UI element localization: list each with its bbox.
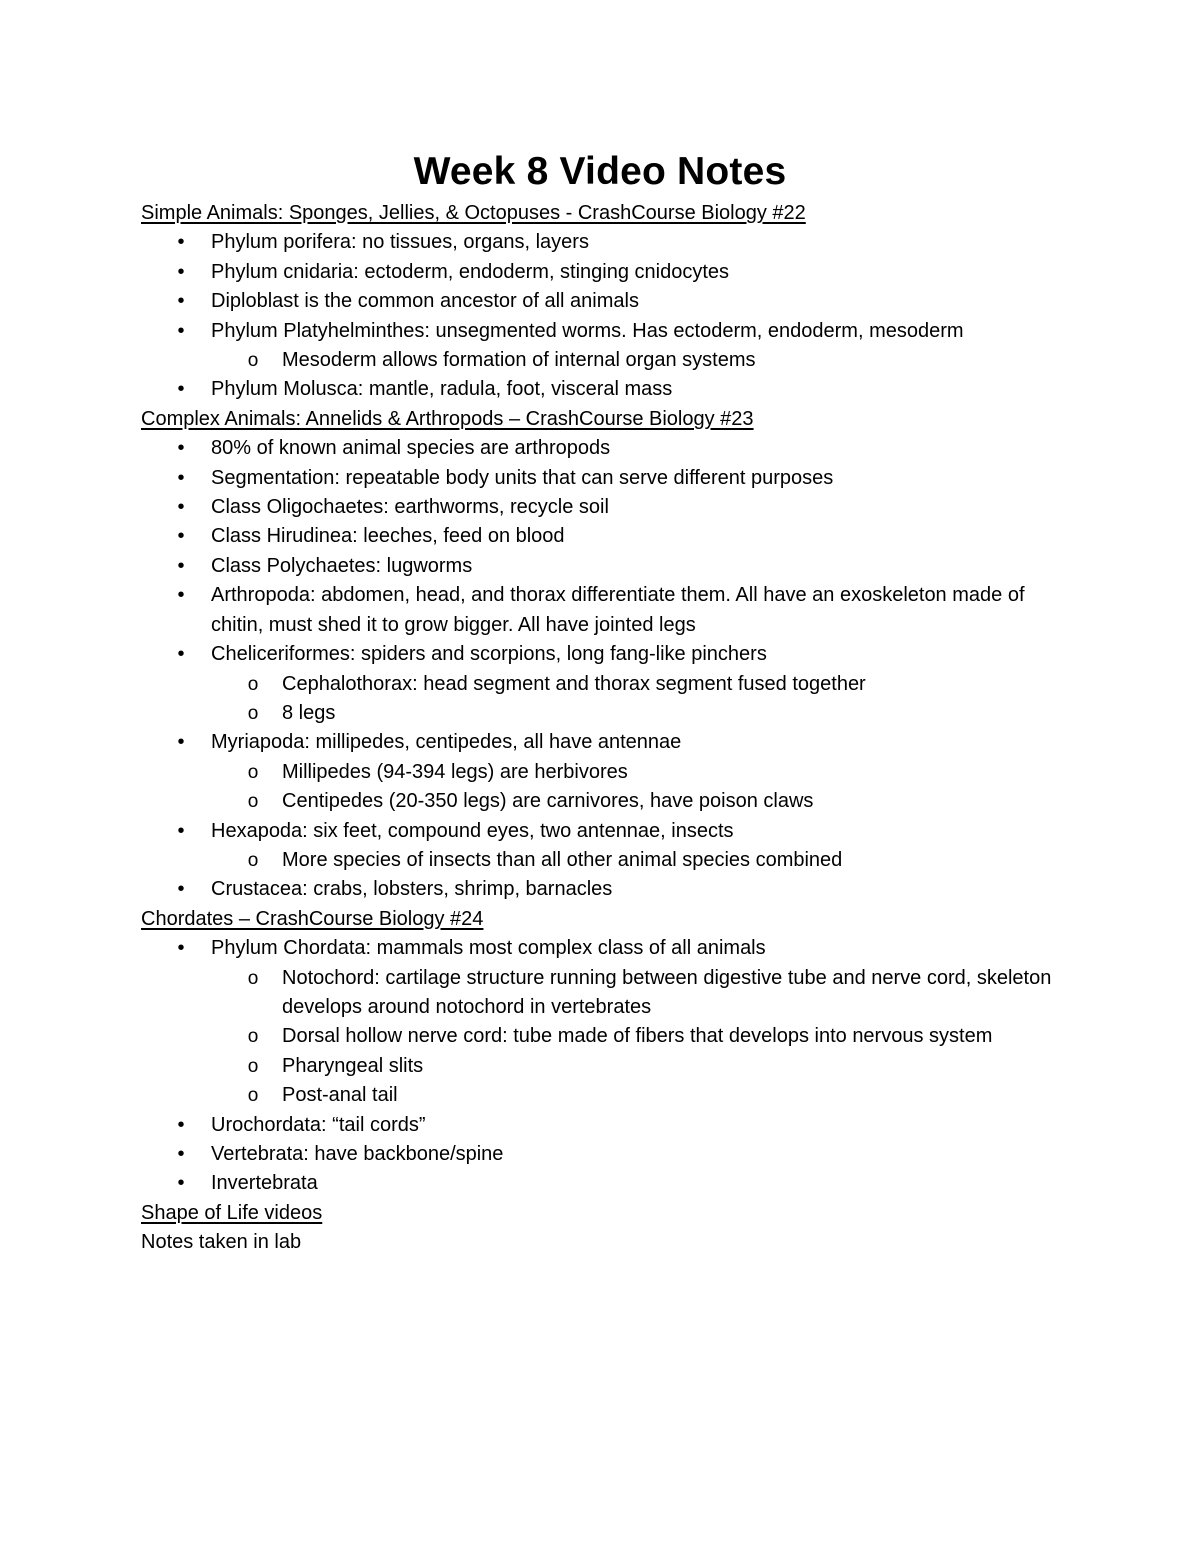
bullet-item <box>141 552 1071 581</box>
bullet-marker: • <box>177 1143 185 1165</box>
sub-bullet-text: Millipedes (94-394 legs) are herbivores <box>282 760 628 783</box>
bullet-marker: • <box>177 496 185 519</box>
bullet-item <box>141 434 1071 463</box>
bullet-text: Phylum porifera: no tissues, organs, layers <box>211 231 589 254</box>
sub-bullet-marker: o <box>247 967 259 989</box>
bullet-item <box>141 464 1071 493</box>
sub-bullet-item <box>141 1022 1071 1051</box>
section-heading: Simple Animals: Sponges, Jellies, & Octopuses - CrashCourse Biology #22 <box>141 202 806 224</box>
bullet-item <box>141 1111 1071 1140</box>
bullet-item <box>141 258 1071 287</box>
bullet-marker: • <box>177 554 185 577</box>
sub-bullet-item <box>141 346 1071 375</box>
section-heading: Complex Animals: Annelids & Arthropods – CrashCourse Biology #23 <box>141 407 754 430</box>
bullet-item <box>141 522 1071 551</box>
bullet-marker: • <box>177 231 185 254</box>
bullet-text: Phylum Platyhelminthes: unsegmented worms. Has ectoderm, endoderm, mesoderm <box>211 319 964 342</box>
sub-bullet-text: More species of insects than all other animal species combined <box>282 848 843 871</box>
bullet-text: Phylum Molusca: mantle, radula, foot, visceral mass <box>211 378 673 401</box>
bullet-marker: • <box>177 643 185 666</box>
sub-bullet-marker: o <box>247 849 259 871</box>
bullet-marker: • <box>177 378 185 401</box>
sub-bullet-item <box>141 1052 1071 1081</box>
bullet-marker: • <box>177 878 185 901</box>
bullet-marker: • <box>177 437 185 460</box>
bullet-item <box>141 640 1071 669</box>
bullet-item <box>141 287 1071 316</box>
bullet-marker: • <box>177 584 185 607</box>
bullet-text: Arthropoda: abdomen, head, and thorax differentiate them. All have an exoskeleton made of chitin, must shed it to grow bigger. All have jointed legs <box>211 584 1025 636</box>
sub-bullet-text: Post-anal tail <box>282 1084 398 1107</box>
notes-section <box>141 199 1071 405</box>
bullet-marker: • <box>177 1113 185 1136</box>
sub-bullet-item <box>141 670 1071 699</box>
bullet-marker: • <box>177 731 185 754</box>
closing-note: Notes taken in lab <box>141 1231 302 1254</box>
sub-bullet-marker: o <box>247 761 259 783</box>
sub-bullet-item <box>141 787 1071 816</box>
sub-bullet-marker: o <box>247 702 259 724</box>
bullet-item <box>141 1140 1071 1169</box>
sub-bullet-marker: o <box>247 1026 259 1048</box>
bullet-item <box>141 934 1071 963</box>
sub-bullet-item <box>141 1081 1071 1110</box>
bullet-text: Phylum Chordata: mammals most complex class of all animals <box>211 937 766 960</box>
shape-of-life-heading: Shape of Life videos <box>141 1201 323 1224</box>
sub-bullet-marker: o <box>247 350 259 372</box>
section-heading: Chordates – CrashCourse Biology #24 <box>141 907 484 930</box>
page-title: Week 8 Video Notes <box>413 150 787 193</box>
sub-bullet-text: Notochord: cartilage structure running between digestive tube and nerve cord, skeleton develops around notochord in vertebrates <box>282 966 1052 1018</box>
bullet-item <box>141 817 1071 846</box>
sub-bullet-text: Centipedes (20-350 legs) are carnivores, have poison claws <box>282 790 814 813</box>
bullet-text: 80% of known animal species are arthropods <box>211 437 611 460</box>
bullet-text: Myriapoda: millipedes, centipedes, all have antennae <box>211 731 682 754</box>
bullet-text: Diploblast is the common ancestor of all animals <box>211 290 639 313</box>
sub-bullet-text: Dorsal hollow nerve cord: tube made of fibers that develops into nervous system <box>282 1025 993 1048</box>
notes-body <box>141 199 1071 1258</box>
bullet-marker: • <box>177 1172 185 1195</box>
bullet-item <box>141 581 1071 640</box>
bullet-text: Segmentation: repeatable body units that can serve different purposes <box>211 466 834 489</box>
bullet-text: Urochordata: “tail cords” <box>211 1113 426 1136</box>
sub-bullet-item <box>141 846 1071 875</box>
bullet-marker: • <box>177 525 185 548</box>
bullet-text: Vertebrata: have backbone/spine <box>211 1143 504 1165</box>
bullet-text: Class Oligochaetes: earthworms, recycle soil <box>211 496 609 519</box>
bullet-item <box>141 1169 1071 1198</box>
bullet-item <box>141 728 1071 757</box>
bullet-item <box>141 875 1071 904</box>
bullet-marker: • <box>177 819 185 842</box>
sub-bullet-item <box>141 758 1071 787</box>
bullet-text: Phylum cnidaria: ectoderm, endoderm, stinging cnidocytes <box>211 260 730 283</box>
sub-bullet-text: Pharyngeal slits <box>282 1054 424 1077</box>
bullet-marker: • <box>177 466 185 489</box>
notes-section <box>141 905 1071 1199</box>
sub-bullet-marker: o <box>247 673 259 695</box>
notes-section <box>141 405 1071 905</box>
bullet-text: Hexapoda: six feet, compound eyes, two antennae, insects <box>211 819 734 842</box>
bullet-text: Class Hirudinea: leeches, feed on blood <box>211 525 565 548</box>
sub-bullet-item <box>141 964 1071 1023</box>
sub-bullet-marker: o <box>247 791 259 813</box>
sub-bullet-text: 8 legs <box>282 701 336 724</box>
bullet-marker: • <box>177 937 185 960</box>
bullet-item <box>141 493 1071 522</box>
bullet-item <box>141 317 1071 346</box>
bullet-text: Class Polychaetes: lugworms <box>211 554 473 577</box>
sub-bullet-marker: o <box>247 1085 259 1107</box>
bullet-item <box>141 228 1071 257</box>
bullet-marker: • <box>177 260 185 283</box>
sub-bullet-marker: o <box>247 1055 259 1077</box>
sub-bullet-item <box>141 699 1071 728</box>
bullet-item <box>141 375 1071 404</box>
bullet-text: Invertebrata <box>211 1172 318 1195</box>
sub-bullet-text: Cephalothorax: head segment and thorax segment fused together <box>282 672 866 695</box>
bullet-marker: • <box>177 290 185 313</box>
bullet-text: Crustacea: crabs, lobsters, shrimp, barnacles <box>211 878 613 901</box>
sub-bullet-text: Mesoderm allows formation of internal organ systems <box>282 349 756 372</box>
bullet-marker: • <box>177 319 185 342</box>
bullet-text: Cheliceriformes: spiders and scorpions, long fang-like pinchers <box>211 643 767 666</box>
